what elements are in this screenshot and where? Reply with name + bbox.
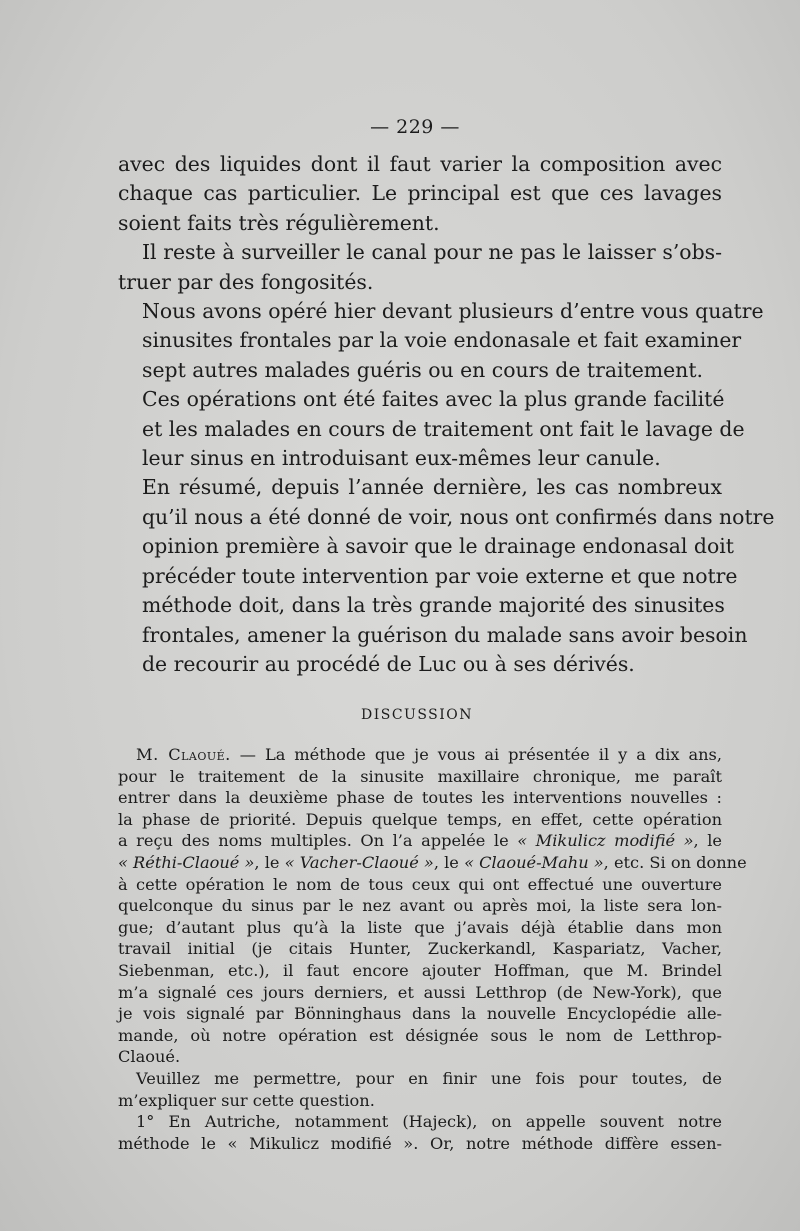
text-line: avec des liquides dont il faut varier la composition avec <box>118 152 722 176</box>
text-line: la phase de priorité. Depuis quelque temps, en effet, cette opération <box>118 809 722 829</box>
text-line: entrer dans la deuxième phase de toutes les interventions nouvelles : <box>118 788 722 808</box>
text-line: Il reste à surveiller le canal pour ne pas le laisser s’obs- <box>142 240 722 265</box>
text-line: Siebenman, etc.), il faut encore ajouter Hoffman, que M. Brindel <box>118 960 722 980</box>
paragraph <box>118 238 722 297</box>
text-line: Nous avons opéré hier devant plusieurs d’entre vous quatre <box>142 299 764 324</box>
paragraph <box>118 297 764 385</box>
text-line: mande, où notre opération est désignée sous le nom de Letthrop- <box>118 1025 722 1045</box>
text-line: et les malades en cours de traitement ont fait le lavage de <box>142 416 745 441</box>
text-line: Veuillez me permettre, pour en finir une fois pour toutes, de <box>136 1068 722 1088</box>
text-line: En résumé, depuis l’année dernière, les cas nombreux <box>142 475 722 500</box>
text-line: leur sinus en introduisant eux-mêmes leur canule. <box>142 446 661 471</box>
speaker-name: M. Claoué. <box>136 745 231 764</box>
discussion-text <box>118 744 747 1154</box>
paragraph <box>118 473 775 679</box>
text-line: sinusites frontales par la voie endonasale et fait examiner <box>142 328 742 353</box>
text-line: M. Claoué. — La méthode que je vous ai présentée il y a dix ans, <box>136 745 722 764</box>
text-line: chaque cas particulier. Le principal est que ces lavages <box>118 181 722 206</box>
page-number: — 229 — <box>370 116 460 138</box>
paragraph <box>118 385 745 473</box>
text-line: je vois signalé par Bönninghaus dans la nouvelle Encyclopédie alle- <box>118 1004 722 1024</box>
text-line: à cette opération le nom de tous ceux qui ont effectué une ouverture <box>118 874 722 894</box>
paragraph <box>118 150 722 238</box>
text-line: gue; d’autant plus qu’à la liste que j’avais déjà établie dans mon <box>118 917 722 937</box>
text-line: truer par des fongosités. <box>118 269 374 294</box>
text-line: opinion première à savoir que le drainage endonasal doit <box>142 534 734 559</box>
text-line: travail initial (je citais Hunter, Zuckerkandl, Kaspariatz, Vacher, <box>118 939 722 959</box>
text-line: a reçu des noms multiples. On l’a appelée le « Mikulicz modifié », le <box>118 831 722 851</box>
text-line: méthode doit, dans la très grande majorité des sinusites <box>142 593 725 618</box>
text-line: soient faits très régulièrement. <box>118 210 440 235</box>
section-heading: DISCUSSION <box>360 707 474 723</box>
text-line: précéder toute intervention par voie externe et que notre <box>142 563 738 588</box>
text-line: m’expliquer sur cette question. <box>118 1090 375 1110</box>
text-line: méthode le « Mikulicz modifié ». Or, notre méthode diffère essen- <box>118 1133 722 1153</box>
text-line: Claoué. <box>118 1047 181 1067</box>
text-line: 1° En Autriche, notamment (Hajeck), on appelle souvent notre <box>136 1112 722 1132</box>
text-line: frontales, amener la guérison du malade sans avoir besoin <box>142 622 748 647</box>
text-line: sept autres malades guéris ou en cours de traitement. <box>142 357 703 382</box>
text-line: de recourir au procédé de Luc ou à ses dérivés. <box>142 651 635 676</box>
text-line: m’a signalé ces jours derniers, et aussi Letthrop (de New-York), que <box>118 982 722 1002</box>
text-line: quelconque du sinus par le nez avant ou après moi, la liste sera lon- <box>118 896 722 916</box>
text-line: pour le traitement de la sinusite maxillaire chronique, me paraît <box>118 766 722 786</box>
text-line: Ces opérations ont été faites avec la plus grande facilité <box>142 387 725 412</box>
text-line: qu’il nous a été donné de voir, nous ont confirmés dans notre <box>142 504 775 529</box>
text-line: « Réthi-Claoué », le « Vacher-Claoué », le « Claoué-Mahu », etc. Si on donne <box>118 852 747 872</box>
body-text <box>118 150 775 679</box>
